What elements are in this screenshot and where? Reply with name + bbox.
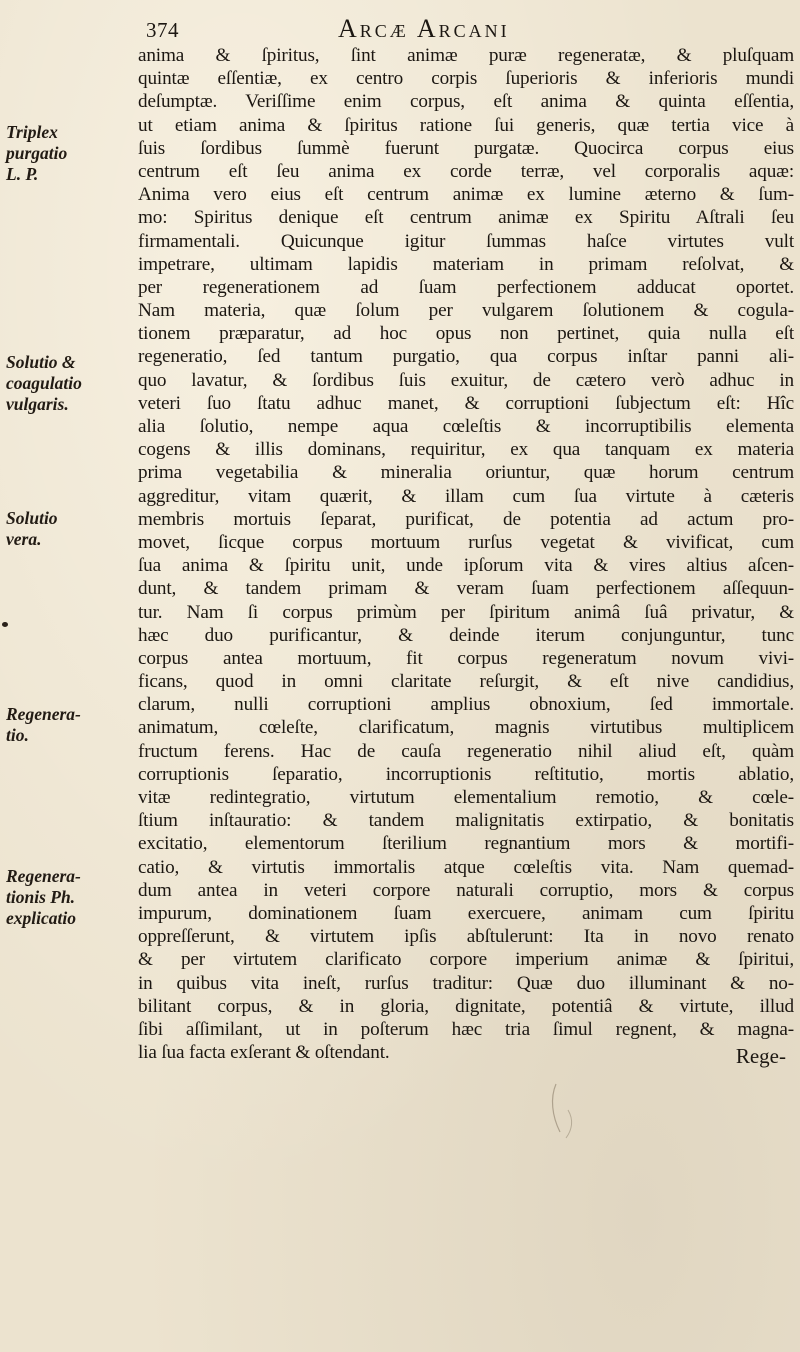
text-line: oppreſſerunt, & virtutem ipſis abſtulerunt: Ita in novo renato <box>138 926 794 948</box>
text-line: clarum, nulli corruptioni amplius obnoxium, ſed immortale. <box>138 694 794 716</box>
margin-note-line: tionis Ph. <box>6 887 76 907</box>
ink-blot <box>2 622 8 627</box>
margin-note-line: explicatio <box>6 908 76 928</box>
text-line: ſua anima & ſpiritu unit, unde ipſorum vita & vires altius aſcen- <box>138 555 794 577</box>
text-line: anima & ſpiritus, ſint animæ puræ regeneratæ, & pluſquam <box>138 45 794 66</box>
margin-note-triplex-purgatio <box>6 122 134 185</box>
margin-note-line: Solutio & <box>6 352 76 372</box>
margin-note-regeneratio <box>6 704 134 746</box>
text-line: Nam materia, quæ ſolum per vulgarem ſolutionem & cogula- <box>138 300 794 322</box>
text-line: quintæ eſſentiæ, ex centro corpis ſuperioris & inferioris mundi <box>138 68 794 90</box>
text-line: ſuis ſordibus ſummè fuerunt purgatæ. Quocirca corpus eius <box>138 137 794 159</box>
running-title: Arcæ Arcani <box>338 14 510 43</box>
text-line: Anima vero eius eſt centrum animæ ex lumine æterno & ſum- <box>138 184 794 206</box>
margin-note-line: vulgaris. <box>6 394 69 414</box>
text-line: lia ſua facta exſerant & oſtendant. <box>138 1042 390 1064</box>
text-line: alia ſolutio, nempe aqua cœleſtis & incorruptibilis elementa <box>138 416 794 437</box>
margin-note-line: Regenera- <box>6 866 81 886</box>
text-line: fructum ferens. Hac de cauſa regeneratio nihil aliud eſt, quàm <box>138 740 794 762</box>
text-line: impurum, dominationem ſuam exercuere, animam cum ſpiritu <box>138 902 794 924</box>
margin-note-line: vera. <box>6 529 42 549</box>
margin-note-regenerationis-explicatio <box>6 866 134 929</box>
page-number: 374 <box>146 18 179 42</box>
text-line: bilitant corpus, & in gloria, dignitate, potentiâ & virtute, illud <box>138 995 794 1017</box>
text-line: ficans, quod in omni claritate reſurgit, & eſt nive candidius, <box>138 671 794 693</box>
text-line: aggreditur, vitam quærit, & illam cum ſua virtute à cæteris <box>138 485 794 507</box>
text-line: firmamentali. Quicunque igitur ſummas haſce virtutes vult <box>138 230 794 252</box>
text-line: in quibus vita ineſt, rurſus traditur: Quæ duo illuminant & no- <box>138 972 794 994</box>
paper-mark-decoration <box>548 1080 588 1140</box>
catchword: Rege- <box>735 1044 786 1068</box>
margin-note-solutio-coagulatio <box>6 352 134 415</box>
marginal-notes <box>0 0 136 1352</box>
text-line: mo: Spiritus denique eſt centrum animæ ex Spiritu Aſtrali ſeu <box>138 207 794 229</box>
text-line: prima vegetabilia & mineralia oriuntur, quæ horum centrum <box>138 462 794 484</box>
text-line: animatum, cœleſte, clarificatum, magnis virtutibus multiplicem <box>138 717 794 739</box>
text-line: deſumptæ. Veriſſime enim corpus, eſt anima & quinta eſſentia, <box>138 91 794 113</box>
text-line: movet, ſicque corpus mortuum rurſus vegetat & vivificat, cum <box>138 531 794 553</box>
margin-note-solutio-vera <box>6 508 134 550</box>
text-line: dunt, & tandem primam & veram ſuam perfectionem aſſequun- <box>138 578 794 600</box>
page-header <box>146 12 792 46</box>
text-line: veteri ſuo ſtatu adhuc manet, & corruptioni ſubjectum eſt: Hîc <box>138 392 794 414</box>
text-line: corruptionis ſeparatio, incorruptionis reſtitutio, mortis ablatio, <box>138 763 794 785</box>
text-line: ut etiam anima & ſpiritus ratione ſui generis, quæ tertia vice à <box>138 114 794 136</box>
text-line: centrum eſt ſeu anima ex corde terræ, vel corporalis aquæ: <box>138 160 794 182</box>
text-line: cogens & illis dominans, requiritur, ex qua tanquam ex materia <box>138 439 794 461</box>
body-text <box>138 44 794 1064</box>
text-line: ſibi aſſimilant, ut in poſterum hæc tria ſimul regnent, & magna- <box>138 1018 794 1040</box>
text-line: tionem præparatur, ad hoc opus non pertinet, quia nulla eſt <box>138 323 794 345</box>
margin-note-line: tio. <box>6 725 29 745</box>
text-line: quo lavatur, & ſordibus ſuis exuitur, de cætero verò adhuc in <box>138 369 794 391</box>
text-line: hæc duo purificantur, & deinde iterum conjunguntur, tunc <box>138 624 794 646</box>
text-line: dum antea in veteri corpore naturali corruptio, mors & corpus <box>138 879 794 901</box>
text-line: tur. Nam ſi corpus primùm per ſpiritum animâ ſuâ privatur, & <box>138 601 794 623</box>
margin-note-line: Triplex <box>6 122 58 142</box>
text-line: ſtium inſtauratio: & tandem malignitatis extirpatio, & bonitatis <box>138 810 794 832</box>
margin-note-line: Solutio <box>6 508 58 528</box>
margin-note-line: Regenera- <box>6 704 81 724</box>
text-line: & per virtutem clarificato corpore imperium animæ & ſpiritui, <box>138 949 794 971</box>
text-line: catio, & virtutis immortalis atque cœleſtis vita. Nam quemad- <box>138 856 794 878</box>
text-line: impetrare, ultimam lapidis materiam in primam reſolvat, & <box>138 253 794 275</box>
margin-note-line: L. P. <box>6 164 39 184</box>
text-line: membris mortuis ſeparat, purificat, de potentia ad actum pro- <box>138 508 794 530</box>
margin-note-line: purgatio <box>6 143 68 163</box>
text-line: per regenerationem ad ſuam perfectionem adducat oportet. <box>138 276 794 298</box>
text-line: corpus antea mortuum, fit corpus regeneratum novum vivi- <box>138 647 794 669</box>
text-line: excitatio, elementorum ſterilium regnantium mors & mortifi- <box>138 833 794 855</box>
text-line: regeneratio, ſed tantum purgatio, qua corpus inſtar panni ali- <box>138 346 794 368</box>
text-line: vitæ redintegratio, virtutum elementalium remotio, & cœle- <box>138 787 794 808</box>
margin-note-line: coagulatio <box>6 373 82 393</box>
